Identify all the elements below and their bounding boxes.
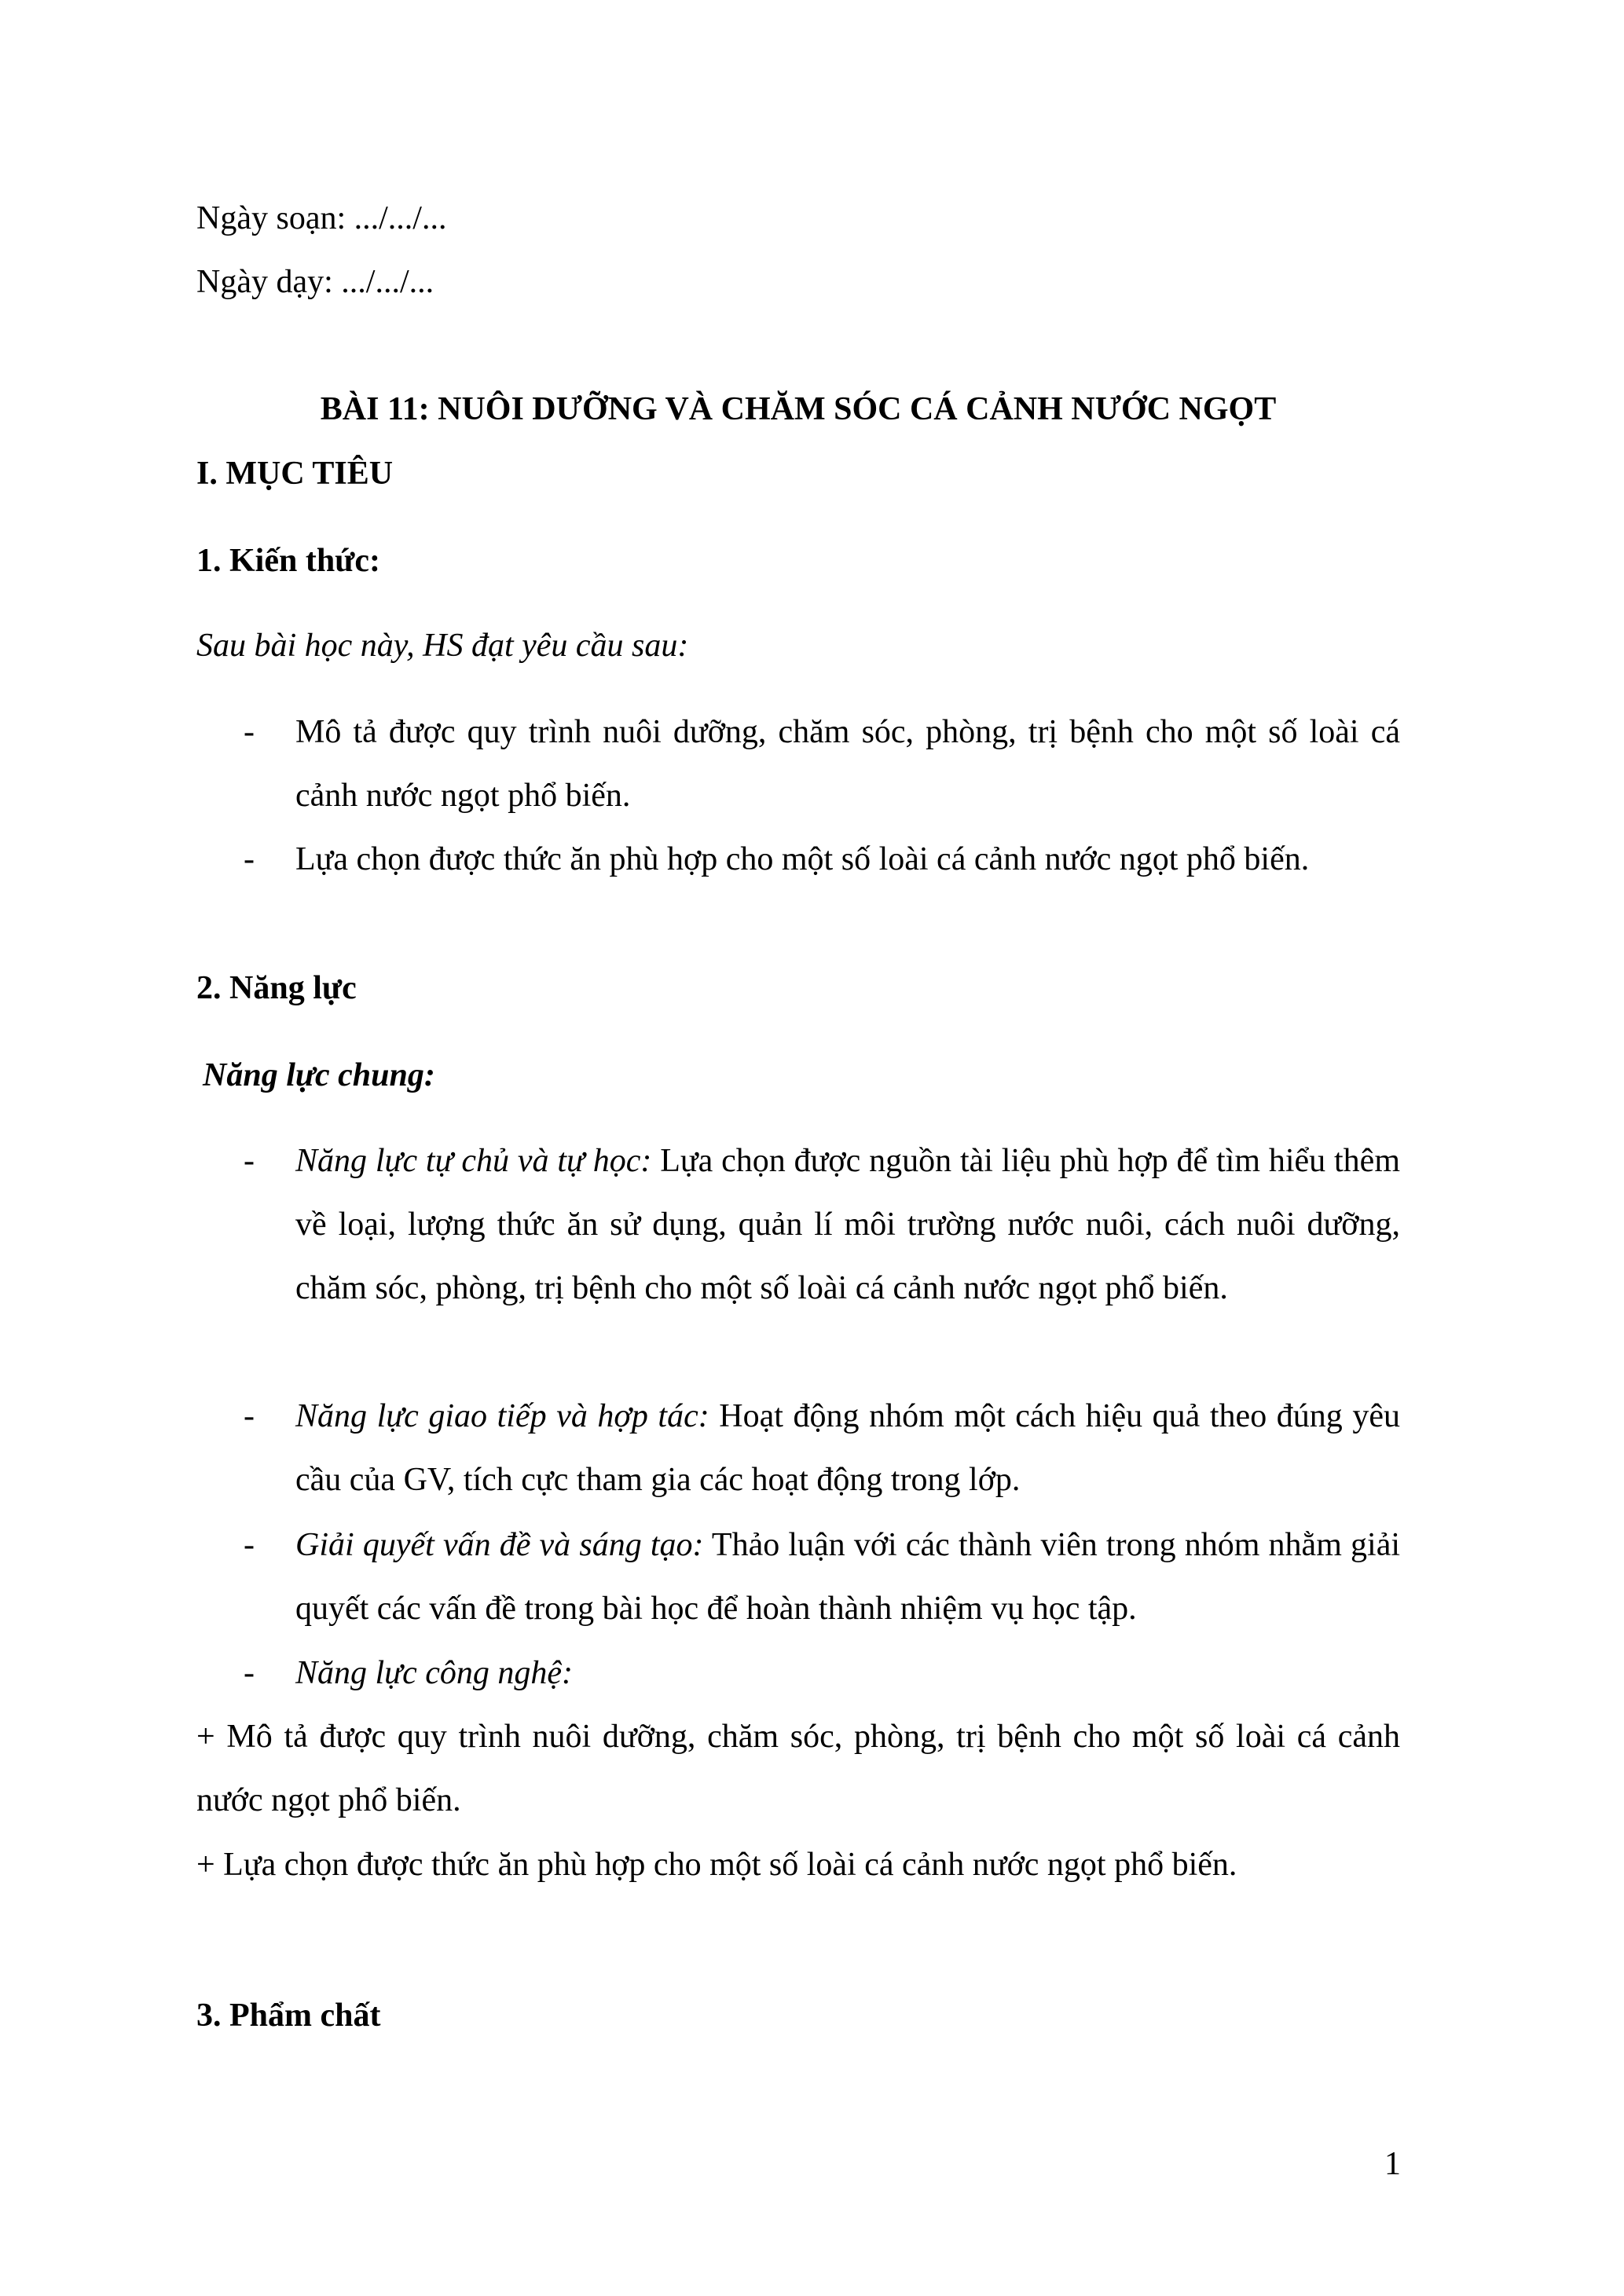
- dash: -: [244, 1655, 255, 1691]
- dash: -: [244, 1143, 255, 1179]
- dash: -: [244, 714, 255, 750]
- tech-item: + Lựa chọn được thức ăn phù hợp cho một số loài cá cảnh nước ngọt phổ biến.: [196, 1847, 1237, 1883]
- list-item: - Năng lực tự chủ và tự học: Lựa chọn được nguồn tài liệu phù hợp để tìm hiểu thêm về loại, lượng thức ăn sử dụng, quản lí môi trường nước nuôi, cách nuôi dưỡng, chăm sóc, phòng, trị bệnh cho một số loài cá cảnh nước ngọt phổ biến.: [196, 1130, 1400, 1320]
- list-item: - Năng lực công nghệ:: [196, 1642, 1400, 1705]
- tech-item: + Mô tả được quy trình nuôi dưỡng, chăm sóc, phòng, trị bệnh cho một số loài cá cảnh nước ngọt phổ biến.: [196, 1719, 1400, 1818]
- date-taught: Ngày dạy: .../.../...: [196, 264, 434, 300]
- dash: -: [244, 841, 255, 877]
- date-prepared: Ngày soạn: .../.../...: [196, 200, 447, 236]
- list-item: - Lựa chọn được thức ăn phù hợp cho một số loài cá cảnh nước ngọt phổ biến.: [196, 828, 1400, 892]
- list-item: - Giải quyết vấn đề và sáng tạo: Thảo luận với các thành viên trong nhóm nhằm giải quyết các vấn đề trong bài học để hoàn thành nhiệm vụ học tập.: [196, 1514, 1400, 1641]
- dash: -: [244, 1527, 255, 1563]
- list-item: - Mô tả được quy trình nuôi dưỡng, chăm sóc, phòng, trị bệnh cho một số loài cá cảnh nước ngọt phổ biến.: [196, 701, 1400, 828]
- lesson-title: BÀI 11: NUÔI DƯỠNG VÀ CHĂM SÓC CÁ CẢNH NƯỚC NGỌT: [320, 391, 1277, 427]
- dash: -: [244, 1398, 255, 1434]
- section-heading-objectives: I. MỤC TIÊU: [196, 456, 394, 492]
- general-competence-heading: Năng lực chung:: [203, 1057, 435, 1093]
- knowledge-intro: Sau bài học này, HS đạt yêu cầu sau:: [196, 628, 689, 664]
- page-number: 1: [1384, 2146, 1401, 2182]
- list-item: - Năng lực giao tiếp và hợp tác: Hoạt động nhóm một cách hiệu quả theo đúng yêu cầu của GV, tích cực tham gia các hoạt động trong lớp.: [196, 1385, 1400, 1512]
- competence-heading: 2. Năng lực: [196, 970, 357, 1006]
- knowledge-heading: 1. Kiến thức:: [196, 543, 381, 579]
- qualities-heading: 3. Phẩm chất: [196, 1998, 381, 2034]
